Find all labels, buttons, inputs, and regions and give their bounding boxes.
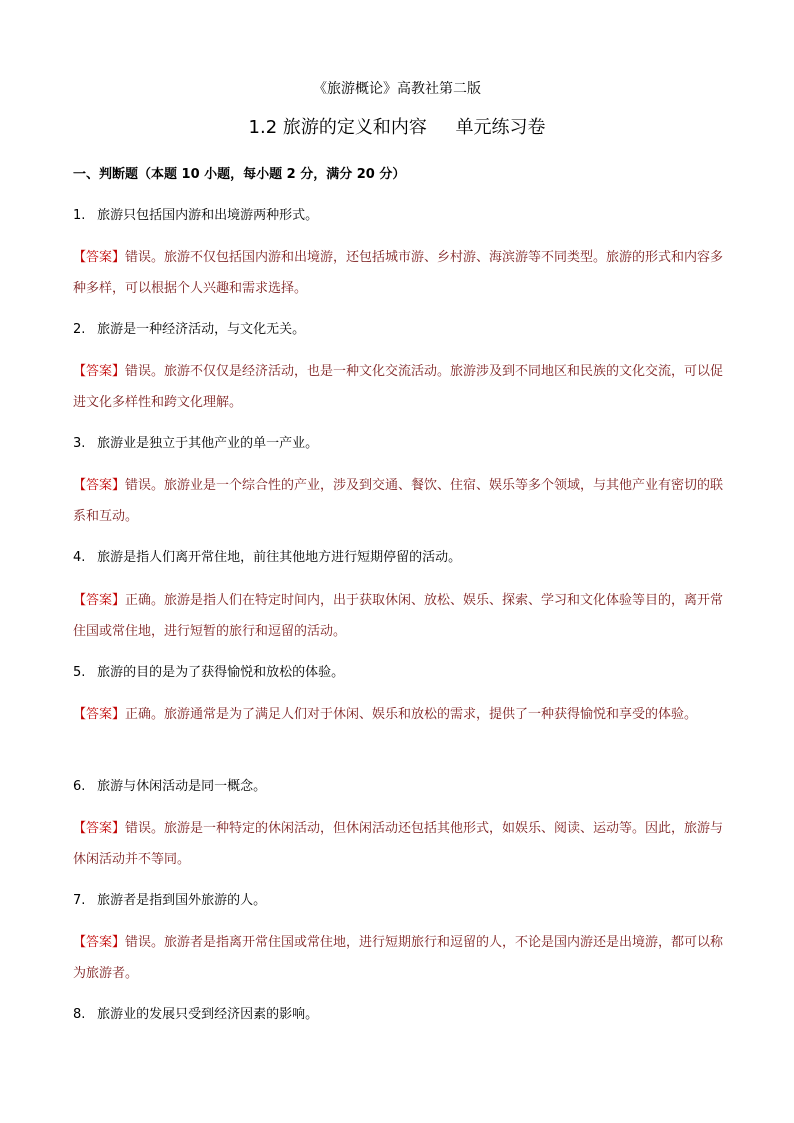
question-text: 旅游业的发展只受到经济因素的影响。 — [97, 1007, 319, 1022]
question-3 — [73, 434, 723, 454]
answer-text: 错误。旅游是一种特定的休闲活动，但休闲活动还包括其他形式，如娱乐、阅读、运动等。因此，旅游与休闲活动并不等同。 — [73, 821, 724, 867]
answer-4 — [73, 585, 725, 647]
answer-1 — [73, 242, 725, 304]
answer-3 — [73, 470, 725, 532]
answer-text: 错误。旅游不仅包括国内游和出境游，还包括城市游、乡村游、海滨游等不同类型。旅游的形式和内容多种多样，可以根据个人兴趣和需求选择。 — [73, 250, 724, 296]
question-number: 6. — [73, 779, 86, 794]
document-subtitle: 《旅游概论》高教社第二版 — [313, 81, 481, 97]
section-heading: 一、判断题（本题 10 小题，每小题 2 分，满分 20 分） — [73, 167, 406, 182]
question-number: 8. — [73, 1007, 86, 1022]
question-text: 旅游是指人们离开常住地，前往其他地方进行短期停留的活动。 — [97, 550, 462, 565]
answer-text: 正确。旅游是指人们在特定时间内，出于获取休闲、放松、娱乐、探索、学习和文化体验等目的，离开常住国或常住地，进行短暂的旅行和逗留的活动。 — [73, 593, 724, 639]
question-number: 7. — [73, 893, 86, 908]
answer-label: 【答案】 — [73, 593, 126, 608]
answer-label: 【答案】 — [73, 478, 126, 493]
answer-label: 【答案】 — [73, 821, 126, 836]
answer-2 — [73, 356, 725, 418]
answer-label: 【答案】 — [73, 250, 126, 265]
answer-text: 错误。旅游不仅仅是经济活动，也是一种文化交流活动。旅游涉及到不同地区和民族的文化交流，可以促进文化多样性和跨文化理解。 — [73, 364, 724, 410]
question-5 — [73, 663, 723, 683]
question-text: 旅游的目的是为了获得愉悦和放松的体验。 — [97, 665, 345, 680]
answer-5 — [73, 699, 725, 730]
document-title: 1.2 旅游的定义和内容 单元练习卷 — [248, 117, 546, 138]
question-number: 1. — [73, 208, 86, 223]
question-text: 旅游者是指到国外旅游的人。 — [97, 893, 267, 908]
question-4 — [73, 548, 723, 568]
question-text: 旅游与休闲活动是同一概念。 — [97, 779, 267, 794]
question-6 — [73, 777, 723, 797]
question-1 — [73, 206, 723, 226]
answer-label: 【答案】 — [73, 364, 126, 379]
question-text: 旅游只包括国内游和出境游两种形式。 — [97, 208, 319, 223]
answer-text: 正确。旅游通常是为了满足人们对于休闲、娱乐和放松的需求，提供了一种获得愉悦和享受的体验。 — [125, 707, 698, 722]
question-text: 旅游是一种经济活动，与文化无关。 — [97, 322, 306, 337]
answer-text: 错误。旅游业是一个综合性的产业，涉及到交通、餐饮、住宿、娱乐等多个领域，与其他产业有密切的联系和互动。 — [73, 478, 724, 524]
question-number: 2. — [73, 322, 86, 337]
answer-text: 错误。旅游者是指离开常住国或常住地，进行短期旅行和逗留的人，不论是国内游还是出境游，都可以称为旅游者。 — [73, 935, 724, 981]
question-text: 旅游业是独立于其他产业的单一产业。 — [97, 436, 319, 451]
question-number: 3. — [73, 436, 86, 451]
question-7 — [73, 891, 723, 911]
answer-7 — [73, 927, 725, 989]
answer-label: 【答案】 — [73, 707, 126, 722]
answer-label: 【答案】 — [73, 935, 126, 950]
answer-6 — [73, 813, 725, 875]
question-2 — [73, 320, 723, 340]
question-number: 4. — [73, 550, 86, 565]
question-8 — [73, 1005, 723, 1025]
question-number: 5. — [73, 665, 86, 680]
